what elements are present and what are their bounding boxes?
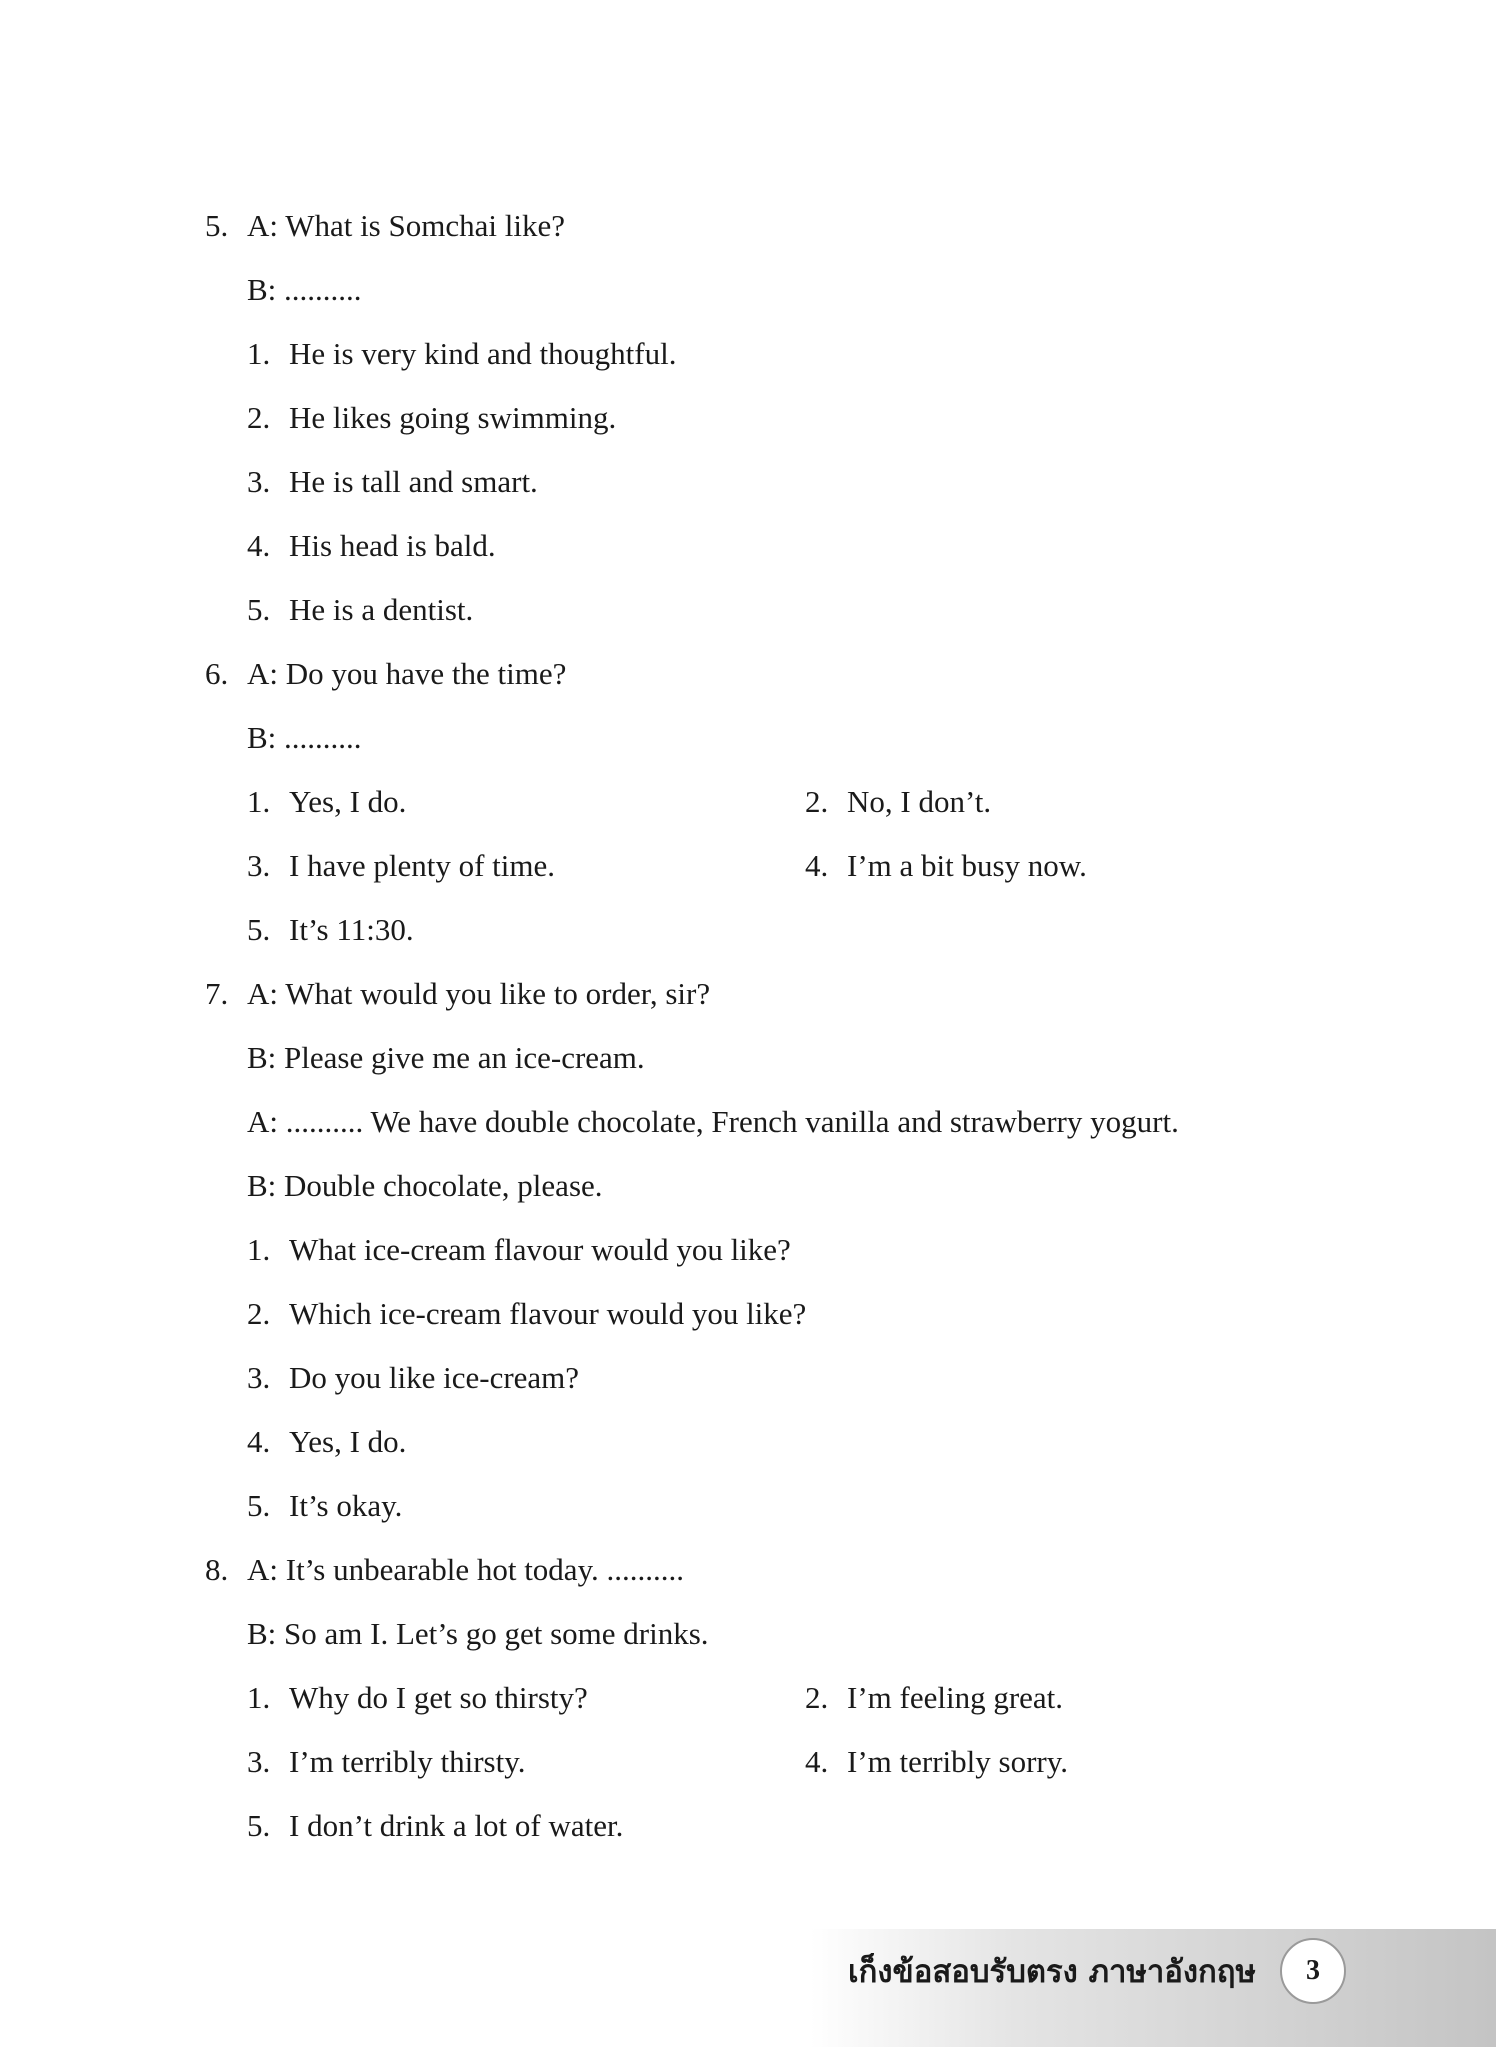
question-5-prompt [205, 206, 565, 246]
question-7-prompt [205, 974, 710, 1014]
answer-option: 2. No, I don’t. [805, 784, 992, 819]
footer-title: เก็งข้อสอบรับตรง ภาษาอังกฤษ [848, 1954, 1256, 1990]
answer-option: 2. Which ice-cream flavour would you like? [247, 1296, 807, 1331]
answer-option: 4. Yes, I do. [247, 1424, 407, 1459]
answer-option: 4. I’m a bit busy now. [805, 848, 1087, 883]
answer-option: 2. He likes going swimming. [247, 400, 617, 435]
dialogue-line: A: .......... We have double chocolate, French vanilla and strawberry yogurt. [247, 1104, 1179, 1139]
dialogue-line: B: .......... [247, 272, 362, 307]
answer-option: 3. Do you like ice-cream? [247, 1360, 580, 1395]
dialogue-line: A: What is Somchai like? [247, 208, 565, 243]
question-number: 5. [205, 208, 229, 243]
answer-option: 5. I don’t drink a lot of water. [247, 1808, 624, 1843]
answer-option: 2. I’m feeling great. [805, 1680, 1064, 1715]
question-number: 6. [205, 656, 229, 691]
dialogue-line: B: So am I. Let’s go get some drinks. [247, 1616, 709, 1651]
answer-option: 5. It’s okay. [247, 1488, 403, 1523]
answer-option: 5. He is a dentist. [247, 592, 474, 627]
question-6-prompt [205, 654, 566, 694]
answer-option: 1. He is very kind and thoughtful. [247, 336, 677, 371]
page-number: 3 [1280, 1938, 1346, 2004]
question-8-prompt [205, 1550, 684, 1590]
answer-option: 4. I’m terribly sorry. [805, 1744, 1068, 1779]
question-number: 7. [205, 976, 229, 1011]
answer-option: 1. What ice-cream flavour would you like? [247, 1232, 791, 1267]
dialogue-line: B: Double chocolate, please. [247, 1168, 603, 1203]
answer-option: 3. I’m terribly thirsty. [247, 1744, 526, 1779]
answer-option: 1. Yes, I do. [247, 784, 407, 819]
answer-option: 3. I have plenty of time. [247, 848, 555, 883]
dialogue-line: B: Please give me an ice-cream. [247, 1040, 645, 1075]
answer-option: 4. His head is bald. [247, 528, 496, 563]
dialogue-line: A: Do you have the time? [247, 656, 567, 691]
question-number: 8. [205, 1552, 229, 1587]
dialogue-line: A: It’s unbearable hot today. .......... [247, 1552, 685, 1587]
dialogue-line: A: What would you like to order, sir? [247, 976, 711, 1011]
answer-option: 1. Why do I get so thirsty? [247, 1680, 588, 1715]
dialogue-line: B: .......... [247, 720, 362, 755]
answer-option: 3. He is tall and smart. [247, 464, 538, 499]
answer-option: 5. It’s 11:30. [247, 912, 414, 947]
